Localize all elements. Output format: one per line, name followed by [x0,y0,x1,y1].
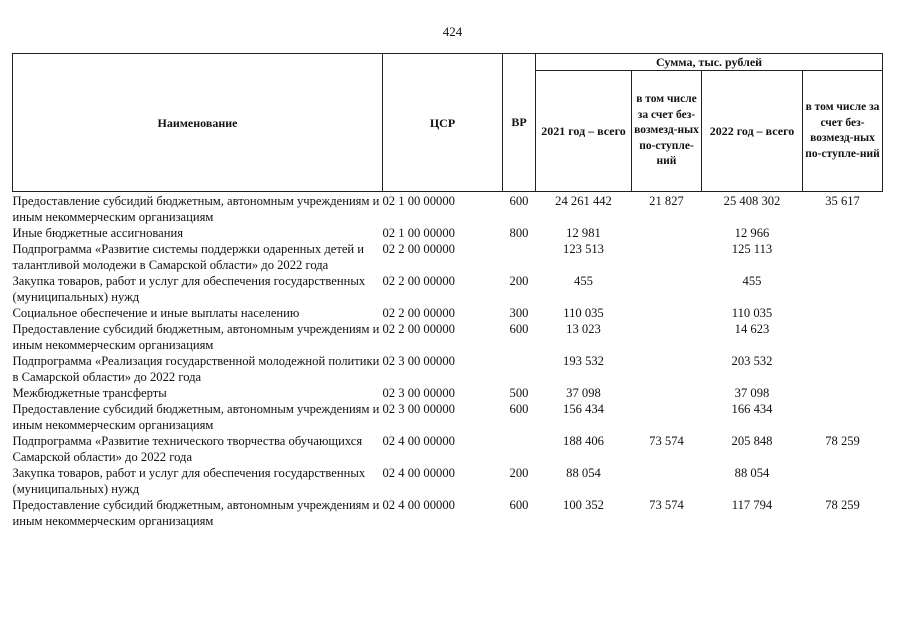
cell-2021-free [632,321,702,353]
cell-2022-free [803,273,883,305]
table-row [13,305,883,321]
table-row [13,321,883,353]
cell-2021-free [632,385,702,401]
cell-name: Подпрограмма «Развитие системы поддержки одаренных детей и талантливой молодежи в Самарской области» до 2022 года [12,242,365,272]
cell-2022-total: 166 434 [731,402,773,416]
cell-name: Подпрограмма «Реализация государственной молодежной политики в Самарской области» до 2022 года [12,354,380,384]
cell-2022-free [803,241,883,273]
cell-2021-total: 123 513 [563,242,604,256]
cell-2021-total: 188 406 [563,434,604,448]
table-header [13,54,883,192]
header-sum-group: Сумма, тыс. рублей [536,54,883,71]
table-row [13,241,883,273]
cell-2022-total: 12 966 [734,226,770,240]
cell-2022-total: 110 035 [731,306,773,320]
table-row [13,192,883,226]
header-2021-total: 2021 год – всего [536,71,632,192]
cell-vr: 800 [509,226,529,240]
cell-2022-total: 125 113 [731,242,773,256]
cell-2022-total: 88 054 [734,466,770,480]
cell-name: Предоставление субсидий бюджетным, автономным учреждениям и иным некоммерческим организациям [12,402,380,432]
cell-2022-free [803,401,883,433]
cell-vr [503,353,536,385]
cell-2021-total: 88 054 [566,466,601,480]
cell-2021-free [632,225,702,241]
cell-name: Закупка товаров, работ и услуг для обеспечения государственных (муниципальных) нужд [12,466,366,496]
cell-vr: 200 [509,466,529,480]
cell-2021-free [632,305,702,321]
cell-csr: 02 3 00 00000 [382,354,455,368]
cell-2022-total: 205 848 [731,434,773,448]
cell-2021-free: 73 574 [649,498,684,512]
header-2022-free: в том числе за счет без-возмезд-ных по-ступле-ний [803,71,883,192]
cell-2022-free [803,305,883,321]
cell-vr: 600 [509,322,529,336]
header-2022-total: 2022 год – всего [702,71,803,192]
cell-2022-total: 14 623 [734,322,770,336]
cell-2021-total: 156 434 [563,402,604,416]
table-row [13,497,883,529]
cell-vr: 600 [509,402,529,416]
cell-2021-total: 193 532 [563,354,604,368]
table-row [13,385,883,401]
table-body [13,192,883,530]
table-row [13,273,883,305]
cell-name: Социальное обеспечение и иные выплаты населению [12,306,300,320]
cell-name: Межбюджетные трансферты [12,386,167,400]
cell-name: Подпрограмма «Развитие технического творчества обучающихся Самарской области» до 2022 года [12,434,363,464]
cell-2021-free: 21 827 [649,194,684,208]
cell-2021-free [632,353,702,385]
cell-2021-free [632,241,702,273]
cell-csr: 02 2 00 00000 [382,306,455,320]
cell-2021-free [632,465,702,497]
cell-2021-total: 24 261 442 [555,194,612,208]
table-row [13,465,883,497]
cell-2022-total: 37 098 [734,386,770,400]
table-row [13,401,883,433]
cell-csr: 02 1 00 00000 [382,226,455,240]
cell-2021-total: 37 098 [566,386,601,400]
cell-2022-total: 117 794 [731,498,773,512]
cell-name: Закупка товаров, работ и услуг для обеспечения государственных (муниципальных) нужд [12,274,366,304]
cell-2021-total: 13 023 [566,322,601,336]
cell-csr: 02 2 00 00000 [382,242,455,256]
cell-name: Иные бюджетные ассигнования [12,226,184,240]
cell-csr: 02 4 00 00000 [382,498,455,512]
cell-2021-total: 100 352 [563,498,604,512]
cell-2021-total: 12 981 [566,226,601,240]
cell-2022-free: 78 259 [825,434,860,448]
cell-csr: 02 1 00 00000 [382,194,455,208]
cell-vr: 200 [509,274,529,288]
cell-vr [503,433,536,465]
cell-csr: 02 4 00 00000 [382,466,455,480]
cell-2022-free [803,353,883,385]
cell-2022-total: 455 [742,274,762,288]
cell-vr [503,241,536,273]
cell-csr: 02 4 00 00000 [382,434,455,448]
header-csr: ЦСР [383,54,503,192]
cell-2022-free [803,465,883,497]
cell-2021-free [632,273,702,305]
cell-csr: 02 2 00 00000 [382,274,455,288]
table-row [13,225,883,241]
cell-vr: 500 [509,386,529,400]
cell-2021-total: 455 [574,274,593,288]
header-name: Наименование [13,54,383,192]
cell-2021-free [632,401,702,433]
cell-csr: 02 3 00 00000 [382,386,455,400]
cell-2022-total: 203 532 [731,354,773,368]
cell-vr: 300 [509,306,529,320]
cell-name: Предоставление субсидий бюджетным, автономным учреждениям и иным некоммерческим организациям [12,322,380,352]
cell-2022-free: 78 259 [825,498,860,512]
header-vr: ВР [503,54,536,192]
cell-2022-free [803,225,883,241]
table-row [13,353,883,385]
header-2021-free: в том числе за счет без-возмезд-ных по-ступле-ний [632,71,702,192]
cell-vr: 600 [509,194,529,208]
cell-2022-free [803,321,883,353]
cell-2022-total: 25 408 302 [723,194,781,208]
cell-csr: 02 2 00 00000 [382,322,455,336]
cell-name: Предоставление субсидий бюджетным, автономным учреждениям и иным некоммерческим организациям [12,498,380,528]
cell-name: Предоставление субсидий бюджетным, автономным учреждениям и иным некоммерческим организациям [12,194,380,224]
cell-csr: 02 3 00 00000 [382,402,455,416]
cell-2021-free: 73 574 [649,434,684,448]
table-row [13,433,883,465]
cell-2022-free [803,385,883,401]
cell-2022-free: 35 617 [825,194,860,208]
cell-2021-total: 110 035 [563,306,604,320]
cell-vr: 600 [509,498,529,512]
page-number: 424 [442,24,463,39]
budget-table [12,53,883,529]
